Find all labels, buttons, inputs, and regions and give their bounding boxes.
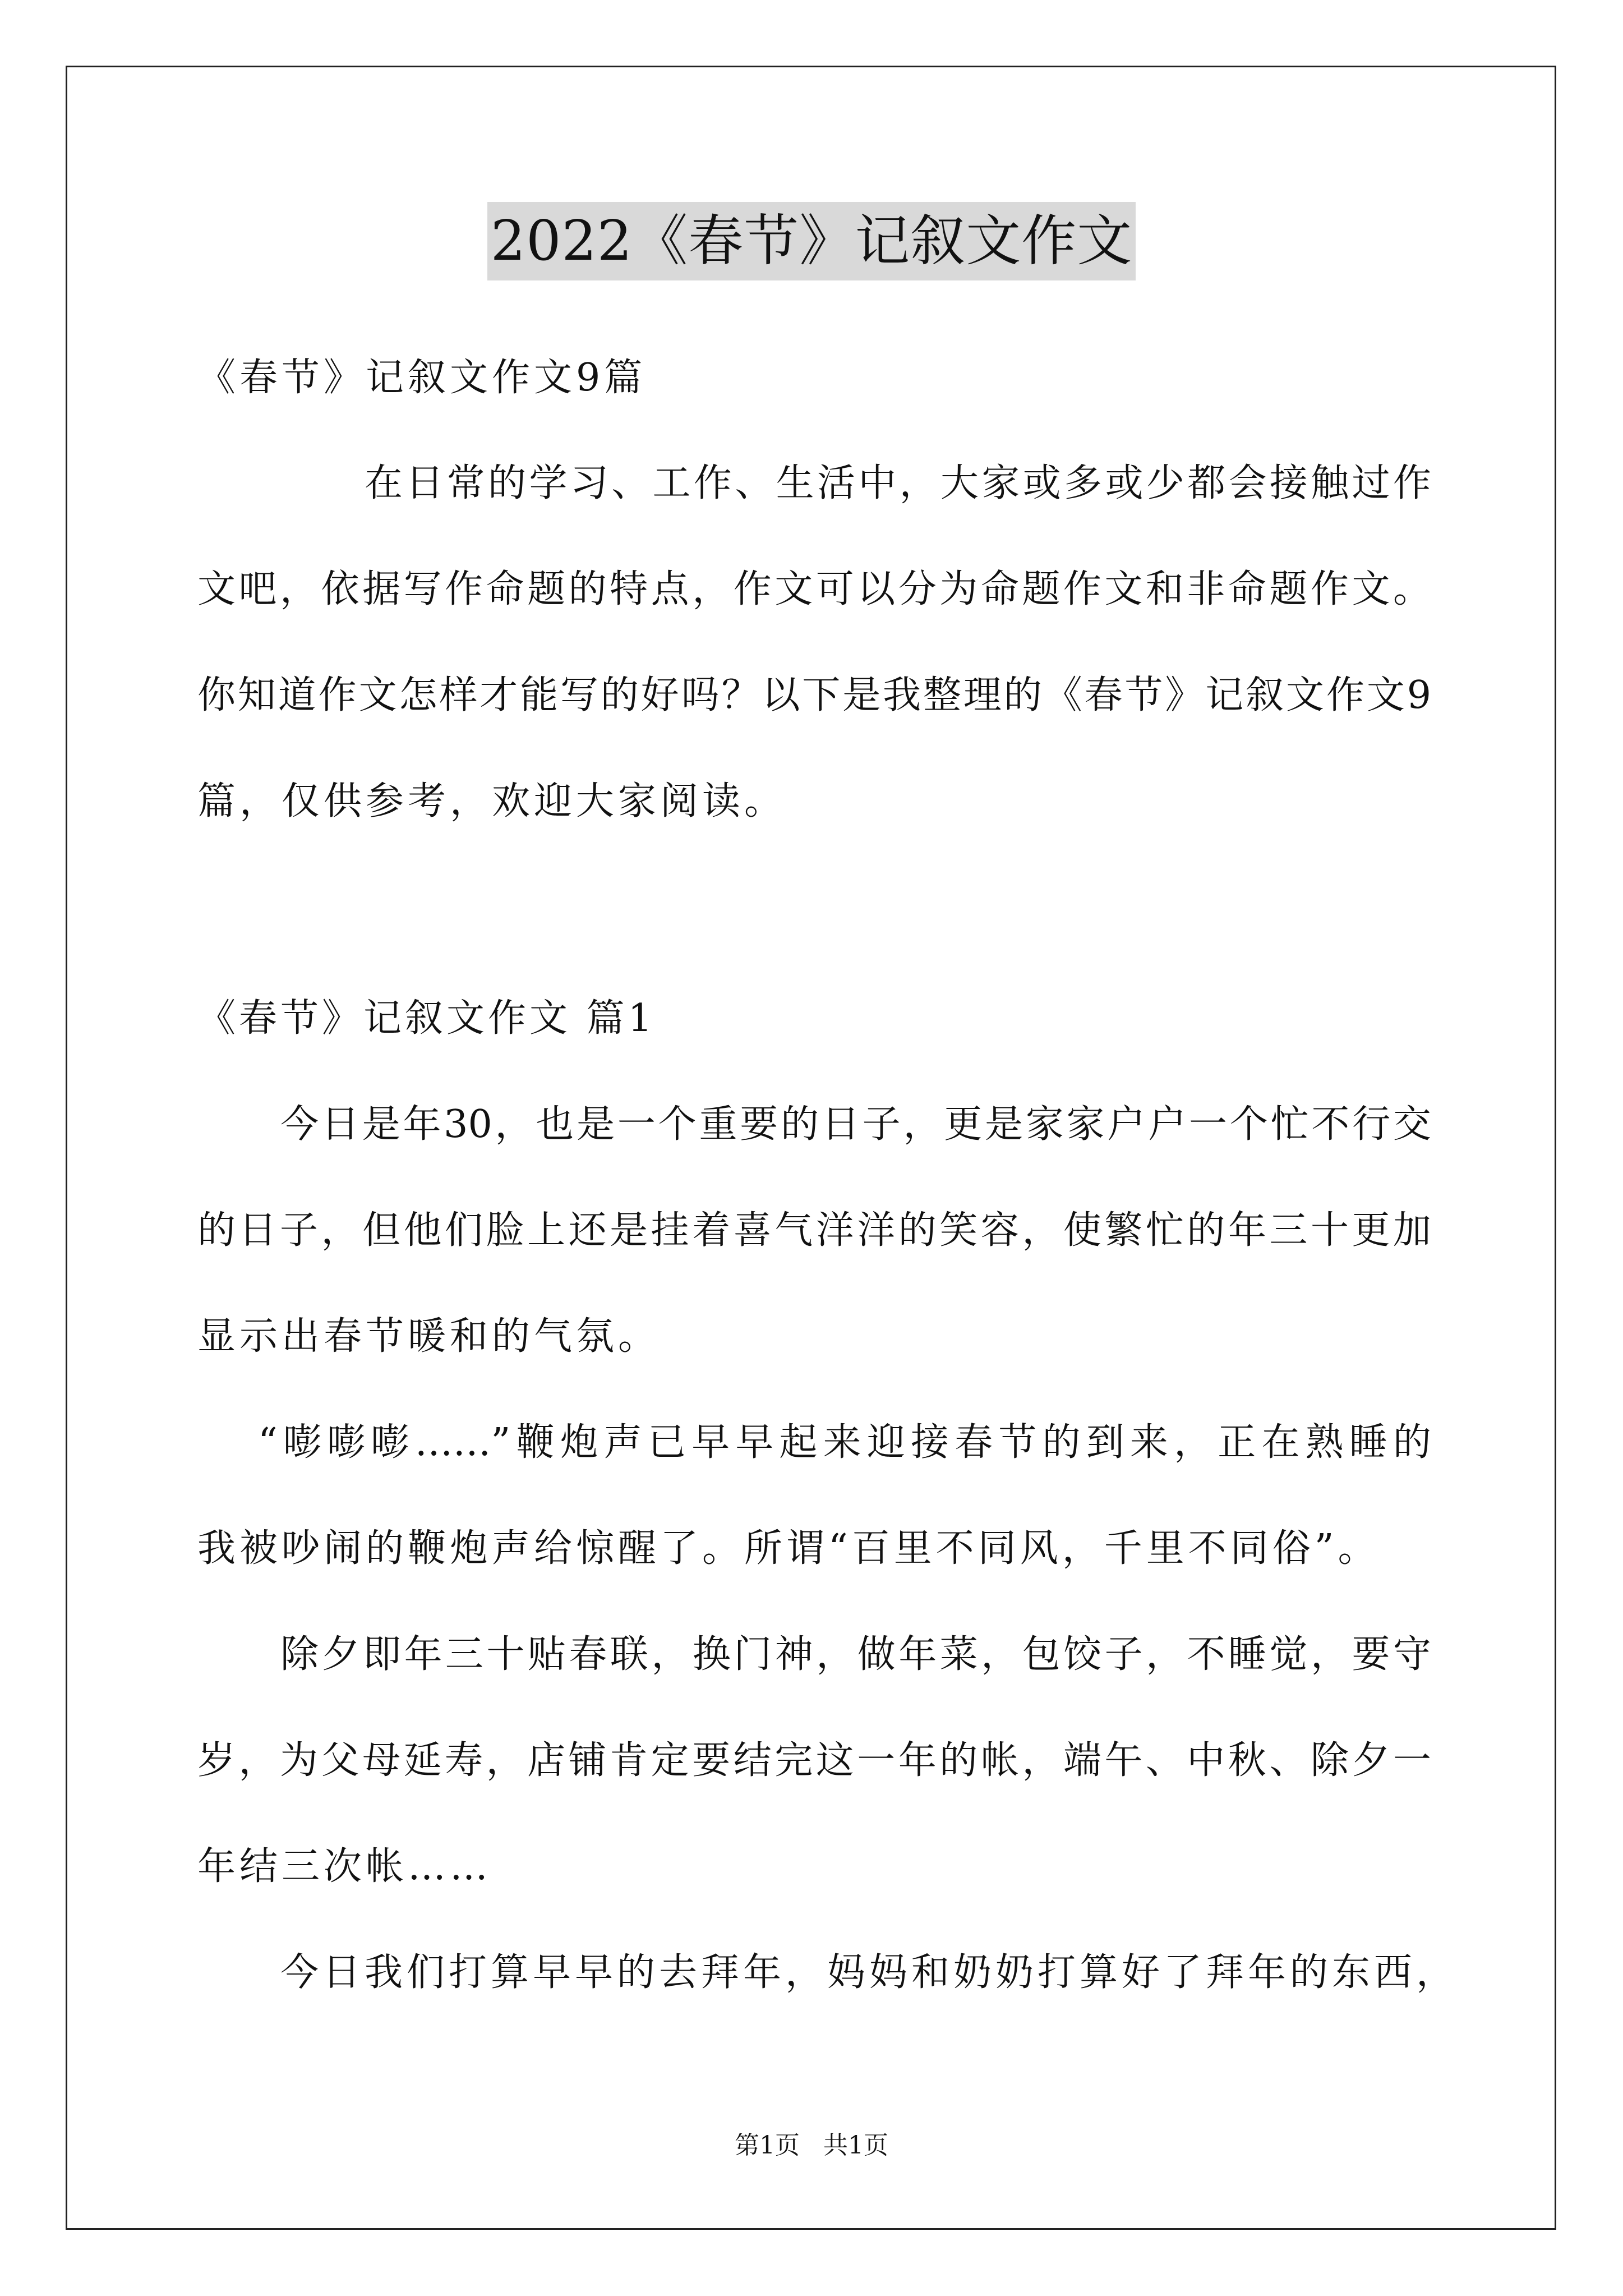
section-heading: 《春节》记叙文作文 篇1 — [197, 996, 656, 1041]
paragraph-line: 今日我们打算早早的去拜年，妈妈和奶奶打算好了拜年的东西， — [280, 1950, 1459, 1995]
title-container — [0, 202, 1623, 280]
intro-line: 篇，仅供参考，欢迎大家阅读。 — [197, 779, 787, 823]
intro-line: 在日常的学习、工作、生活中，大家或多或少都会接触过作 — [365, 461, 1431, 505]
paragraph-line: 我被吵闹的鞭炮声给惊醒了。所谓“百里不同风，千里不同俗”。 — [197, 1526, 1380, 1571]
intro-line: 你知道作文怎样才能写的好吗？以下是我整理的《春节》记叙文作文9 — [197, 673, 1431, 717]
paragraph-line: 年结三次帐…… — [197, 1844, 492, 1889]
paragraph-line: 今日是年30，也是一个重要的日子，更是家家户户一个忙不行交 — [280, 1102, 1431, 1147]
intro-line: 文吧，依据写作命题的特点，作文可以分为命题作文和非命题作文。 — [197, 567, 1431, 611]
document-title: 2022《春节》记叙文作文 — [487, 202, 1136, 280]
paragraph-line: 显示出春节暖和的气氛。 — [197, 1314, 661, 1359]
page-total: 共1页 — [823, 2131, 888, 2160]
paragraph-line: 除夕即年三十贴春联，换门神，做年菜，包饺子，不睡觉，要守 — [280, 1632, 1431, 1677]
page-footer — [0, 2129, 1623, 2162]
document-subtitle: 《春节》记叙文作文9篇 — [197, 356, 647, 400]
page-number: 第1页 — [735, 2131, 800, 2160]
paragraph-line: 岁，为父母延寿，店铺肯定要结完这一年的帐，端午、中秋、除夕一 — [197, 1738, 1431, 1783]
paragraph-line: “嘭嘭嘭……”鞭炮声已早早起来迎接春节的到来，正在熟睡的 — [258, 1420, 1431, 1465]
paragraph-line: 的日子，但他们脸上还是挂着喜气洋洋的笑容，使繁忙的年三十更加 — [197, 1208, 1431, 1253]
